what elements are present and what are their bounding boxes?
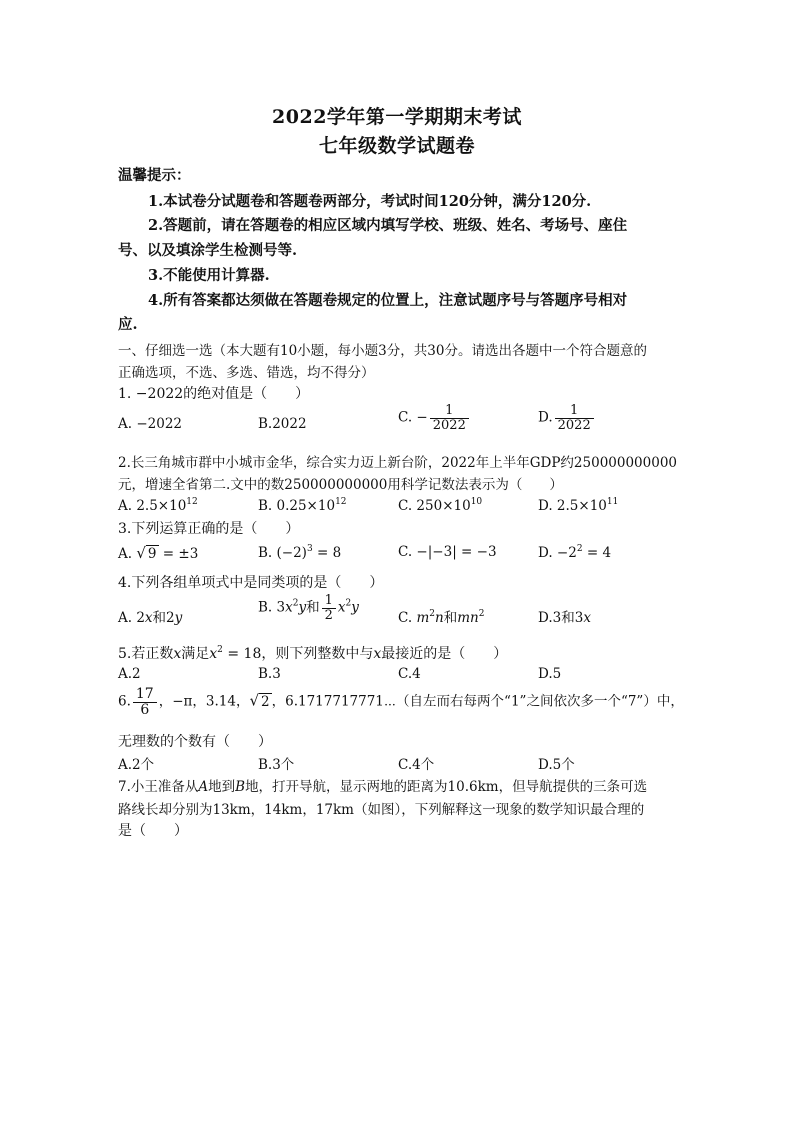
q5-mid: 满足: [181, 646, 210, 662]
q4-d-var: x: [583, 610, 591, 626]
q1-d-fraction: [555, 404, 594, 432]
q4-d-prefix: D.3和3: [538, 610, 584, 626]
q2-c-base: C. 250×10: [398, 498, 471, 514]
sqrt-symbol: √: [249, 691, 260, 710]
q1-d-num: 1: [555, 404, 594, 419]
tip-item-3: 3.不能使用计算器.: [148, 267, 270, 284]
sqrt-symbol: √: [136, 544, 146, 562]
q5-var: x: [173, 646, 182, 662]
q2-option-c: [398, 497, 482, 514]
q6-num: 17: [133, 687, 157, 703]
q4-a-mid: 和2: [152, 610, 175, 626]
q4-c-var2: n: [434, 610, 444, 626]
question-6-stem: [118, 686, 684, 718]
tip-item-2: 2.答题前，请在答题卷的相应区域内填写学校、班级、姓名、考场号、座住: [148, 217, 628, 234]
q5-option-a: A.2: [118, 666, 141, 682]
question-7-stem: [118, 775, 678, 795]
question-3-stem: 3.下列运算正确的是（ ）: [118, 521, 300, 537]
q6-mid: ，−π，3.14，: [158, 693, 250, 710]
q2-b-exp: 12: [335, 497, 347, 507]
q3-option-b: [258, 544, 341, 561]
q2-d-base: D. 2.5×10: [538, 498, 607, 514]
q4-a-var1: x: [144, 610, 153, 626]
tip-item-2-cont: 号、以及填涂学生检测号等.: [118, 242, 298, 259]
q1-d-den: 2022: [557, 417, 591, 433]
q3-b-base: B. (−2): [258, 545, 307, 561]
q3-b-exp: 3: [306, 544, 313, 554]
question-5-stem: [118, 643, 678, 663]
q4-c-var1: m: [416, 610, 430, 626]
q2-c-exp: 10: [470, 497, 483, 507]
q2-option-d: [538, 497, 618, 514]
q6-option-a: A.2个: [118, 757, 155, 773]
exam-subtitle: 七年级数学试题卷: [318, 135, 475, 157]
q3-option-c: C. −|−3| = −3: [398, 544, 497, 560]
q5-var2: x: [209, 646, 218, 662]
tip-item-1: 1.本试卷分试题卷和答题卷两部分，考试时间120分钟，满分120分.: [148, 193, 592, 210]
q5-exp: 2: [217, 645, 223, 655]
q4-option-b: [258, 594, 359, 622]
q1-option-b: B.2022: [258, 416, 307, 432]
q4-c-exp1: 2: [429, 609, 435, 619]
q4-option-c: [398, 606, 484, 626]
q4-c-prefix: C.: [398, 610, 417, 626]
q1-option-a: A. −2022: [118, 416, 182, 432]
q4-c-var3: mn: [457, 610, 479, 626]
question-7-stem-end: 是（ ）: [118, 823, 188, 839]
q5-option-d: D.5: [538, 666, 562, 682]
q6-fraction: [133, 687, 157, 717]
q2-b-base: B. 0.25×10: [258, 498, 336, 514]
tips-heading: 温馨提示：: [118, 167, 191, 184]
q4-b-prefix: B. 3: [258, 599, 286, 616]
q3-a-rest: = ±3: [158, 546, 199, 562]
q1-c-num: 1: [430, 404, 469, 419]
q7-mid: 地到: [208, 779, 236, 795]
q5-option-c: C.4: [398, 666, 421, 682]
exam-title: 2022学年第一学期期末考试: [272, 106, 522, 128]
q1-option-c: [398, 404, 471, 432]
q3-a-radicand: 9: [147, 546, 157, 562]
q3-option-d: [538, 544, 611, 561]
q1-c-fraction: [430, 404, 469, 432]
q3-d-rest: = 4: [582, 545, 612, 561]
q2-a-exp: 12: [186, 497, 198, 507]
q4-option-a: [118, 606, 182, 626]
tip-item-4: 4.所有答案都达须做在答题卷规定的位置上，注意试题序号与答题序号相对: [148, 292, 628, 309]
q4-b-var4: y: [351, 599, 359, 616]
q1-d-prefix: D.: [538, 409, 553, 426]
q1-c-den: 2022: [432, 417, 466, 433]
q7-var-a: A: [198, 779, 209, 795]
q4-b-exp1: 2: [292, 598, 299, 609]
q2-option-a: [118, 497, 198, 514]
q5-option-b: B.3: [258, 666, 281, 682]
q3-option-a: [118, 544, 198, 562]
q5-var3: x: [373, 646, 382, 662]
q5-eq: = 18，则下列整数中与: [222, 646, 374, 662]
question-2-stem-cont: 元，增速全省第二.文中的数250000000000用科学记数法表示为（ ）: [118, 477, 563, 493]
q6-den: 6: [140, 701, 150, 718]
q3-b-rest: = 8: [312, 545, 342, 561]
q4-b-num: 1: [322, 594, 336, 609]
q6-option-d: D.5个: [538, 757, 575, 773]
q4-c-and: 和: [443, 610, 458, 626]
q2-a-base: A. 2.5×10: [118, 498, 187, 514]
q4-b-exp2: 2: [345, 598, 352, 609]
q4-b-and: 和: [306, 599, 320, 616]
q5-end: 最接近的是（ ）: [381, 646, 508, 662]
q4-b-var1: x: [285, 599, 293, 616]
q6-prefix: 6.: [118, 693, 131, 710]
question-4-stem: 4.下列各组单项式中是同类项的是（ ）: [118, 575, 384, 591]
q4-b-var3: x: [337, 599, 346, 616]
q6-rest: ，6.1717717771⋯（自左而右每两个“1”之间依次多一个“7”）中，: [271, 693, 684, 710]
q4-c-exp2: 2: [478, 609, 485, 619]
q2-option-b: [258, 497, 347, 514]
q1-option-d: [538, 404, 596, 432]
q6-option-b: B.3个: [258, 757, 295, 773]
q3-d-exp: 2: [576, 544, 583, 554]
q4-b-fraction: [322, 594, 336, 622]
q4-option-d: [538, 606, 591, 626]
question-2-stem: 2.长三角城市群中小城市金华，综合实力迈上新台阶，2022年上半年GDP约250000000000: [118, 455, 677, 471]
q7-rest: 地，打开导航，显示两地的距离为10.6km，但导航提供的三条可选: [245, 779, 648, 795]
q3-a-prefix: A.: [118, 546, 133, 562]
q6-radicand: 2: [261, 693, 270, 710]
q1-c-prefix: C. −: [398, 409, 428, 426]
question-7-stem-cont: 路线长却分别为13km，14km，17km（如图），下列解释这一现象的数学知识最合理的: [118, 802, 645, 818]
tip-item-4-cont: 应.: [118, 316, 138, 333]
q4-a-prefix: A. 2: [118, 610, 145, 626]
q5-prefix: 5.若正数: [118, 646, 174, 662]
question-6-stem-cont: 无理数的个数有（ ）: [118, 734, 272, 750]
section-1-intro-cont: 正确选项，不选、多选、错选，均不得分）: [118, 365, 375, 381]
q4-b-var2: y: [298, 599, 307, 616]
q4-b-den: 2: [324, 607, 333, 623]
q2-d-exp: 11: [606, 497, 619, 507]
section-1-intro: 一、仔细选一选（本大题有10小题，每小题3分，共30分。请选出各题中一个符合题意的: [118, 343, 647, 359]
q4-a-var2: y: [174, 610, 183, 626]
question-1-stem: 1. −2022的绝对值是（ ）: [118, 386, 310, 402]
q6-option-c: C.4个: [398, 757, 435, 773]
q3-d-base: D. −2: [538, 545, 577, 561]
q7-var-b: B: [235, 779, 246, 795]
q7-prefix: 7.小王准备从: [118, 779, 199, 795]
